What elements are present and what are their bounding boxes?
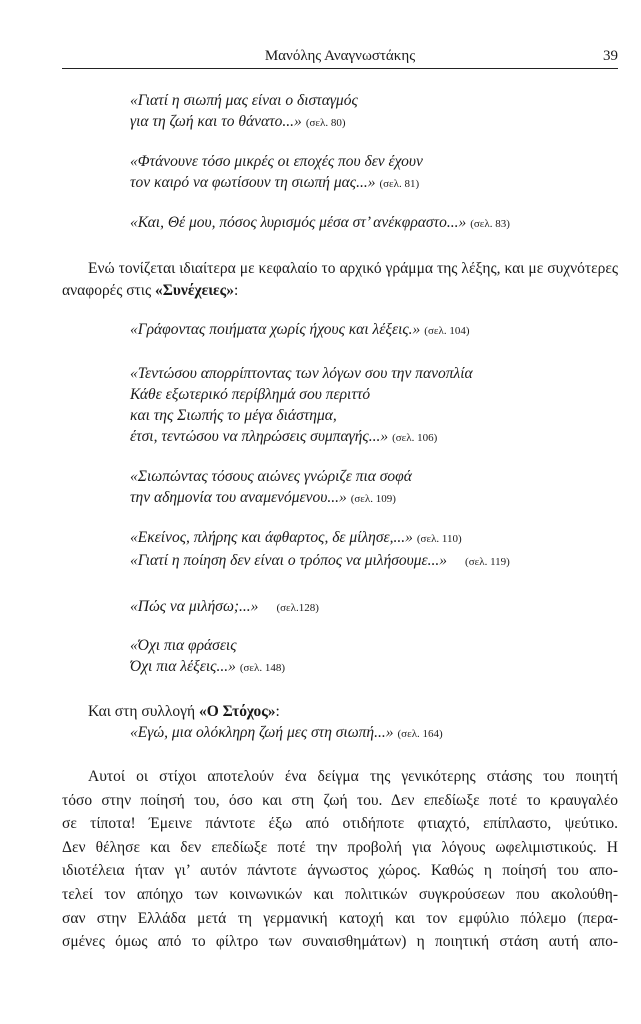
quote-block — [130, 363, 473, 449]
body-line: ιδιοτέλεια ήταν γι’ αυτόν πάντοτε άγνωστος χώρος. Καθώς η ποίησή του απο- — [62, 862, 618, 880]
paragraph-intro — [62, 258, 618, 302]
running-header — [62, 46, 618, 69]
quote-block — [130, 722, 443, 745]
quote-line: «Όχι πια φράσεις — [130, 637, 237, 654]
collection-title: «Ο Στόχος» — [199, 703, 276, 720]
quote-block — [130, 319, 470, 342]
quote-line: «Γιατί η ποίηση δεν είναι ο τρόπος να μιλήσουμε...» — [130, 552, 448, 569]
page-reference: (σελ. 164) — [397, 728, 443, 740]
quote-line: «Γράφοντας ποιήματα χωρίς ήχους και λέξεις.» — [130, 321, 421, 338]
paragraph-punct: : — [275, 703, 280, 720]
page-reference: (σελ. 80) — [305, 117, 346, 129]
quote-line: για τη ζωή και το θάνατο...» — [130, 113, 302, 130]
collection-title: «Συνέχειες» — [154, 282, 234, 299]
body-line: τελεί τον απόηχο των κοινωνικών και πολιτικών συγκρούσεων που ακολούθη- — [62, 885, 618, 903]
paragraph-collection — [88, 701, 280, 723]
quote-line: και της Σιωπής το μέγα διάστημα, — [130, 407, 337, 424]
quote-block — [130, 527, 510, 573]
quote-block — [130, 635, 285, 679]
body-line: σμένες όμως από το φίλτρο των συναισθημάτων) η ποιητική στάση αυτή απο- — [62, 933, 618, 951]
body-line: Δεν θέλησε και δεν επεδίωξε ποτέ την προβολή για λόγους ωφελιμιστικούς. Η — [62, 838, 618, 856]
quote-line: την αδημονία του αναμενόμενου...» — [130, 489, 347, 506]
quote-line: έτσι, τεντώσου να πληρώσεις συμπαγής...» — [130, 428, 389, 445]
paragraph-punct: : — [233, 282, 239, 299]
quote-block — [130, 466, 412, 510]
quote-block — [130, 90, 358, 134]
paragraph-text: Ενώ τονίζεται ιδιαίτερα με κεφαλαίο το αρχικό γράμμα της λέξης, και με συχνότερες αναφορές στις — [62, 260, 618, 299]
quote-line: «Τεντώσου απορρίπτοντας των λόγων σου την πανοπλία — [130, 365, 473, 382]
body-line: σε τίποτα! Έμεινε πάντοτε έξω από οτιδήποτε φτιαχτό, επίπλαστο, ψεύτικο. — [62, 815, 618, 833]
quote-line: «Πώς να μιλήσω;...» — [130, 598, 259, 615]
page-reference: (σελ. 104) — [424, 325, 470, 337]
page-number: 39 — [603, 48, 618, 64]
body-line: σαν στην Ελλάδα μετά τη γερμανική κατοχή και τον εμφύλιο πόλεμο (περα- — [62, 909, 618, 927]
quote-line: «Εκείνος, πλήρης και άφθαρτος, δε μίλησε,...» — [130, 529, 413, 546]
quote-block — [130, 212, 510, 235]
quote-line: «Φτάνουνε τόσο μικρές οι εποχές που δεν έχουν — [130, 153, 423, 170]
quote-line: «Γιατί η σιωπή μας είναι ο δισταγμός — [130, 92, 358, 109]
quote-block — [130, 596, 319, 619]
body-line: Αυτοί οι στίχοι αποτελούν ένα δείγμα της γενικότερης στάσης του ποιητή — [88, 768, 618, 785]
page-reference: (σελ. 106) — [392, 432, 438, 444]
body-line: τόσο στην ποίησή του, όσο και στη ζωή του. Δεν επεδίωξε ποτέ το κραυγαλέο — [62, 791, 618, 809]
page-reference: (σελ. 148) — [239, 662, 286, 674]
quote-line: Κάθε εξωτερικό περίβλημά σου περιττό — [130, 386, 371, 403]
page-reference: (σελ. 119) — [465, 556, 510, 568]
page-reference: (σελ. 83) — [470, 218, 510, 230]
quote-line: «Και, Θέ μου, πόσος λυρισμός μέσα στ’ ανέκφραστο...» — [130, 214, 467, 231]
page-reference: (σελ. 81) — [379, 178, 420, 190]
page-reference: (σελ. 110) — [416, 533, 462, 545]
quote-line: «Εγώ, μια ολόκληρη ζωή μες στη σιωπή...» — [130, 724, 394, 741]
quote-block — [130, 151, 423, 195]
page-reference: (σελ. 109) — [350, 493, 396, 505]
quote-line: τον καιρό να φωτίσουν τη σιωπή μας...» — [130, 174, 376, 191]
quote-line: Όχι πια λέξεις...» — [130, 658, 236, 675]
body-paragraph — [62, 765, 618, 954]
paragraph-text: Και στη συλλογή — [88, 703, 199, 720]
header-author: Μανόλης Αναγνωστάκης — [264, 48, 416, 64]
page-reference: (σελ.128) — [276, 602, 319, 614]
quote-line: «Σιωπώντας τόσους αιώνες γνώριζε πια σοφά — [130, 468, 412, 485]
